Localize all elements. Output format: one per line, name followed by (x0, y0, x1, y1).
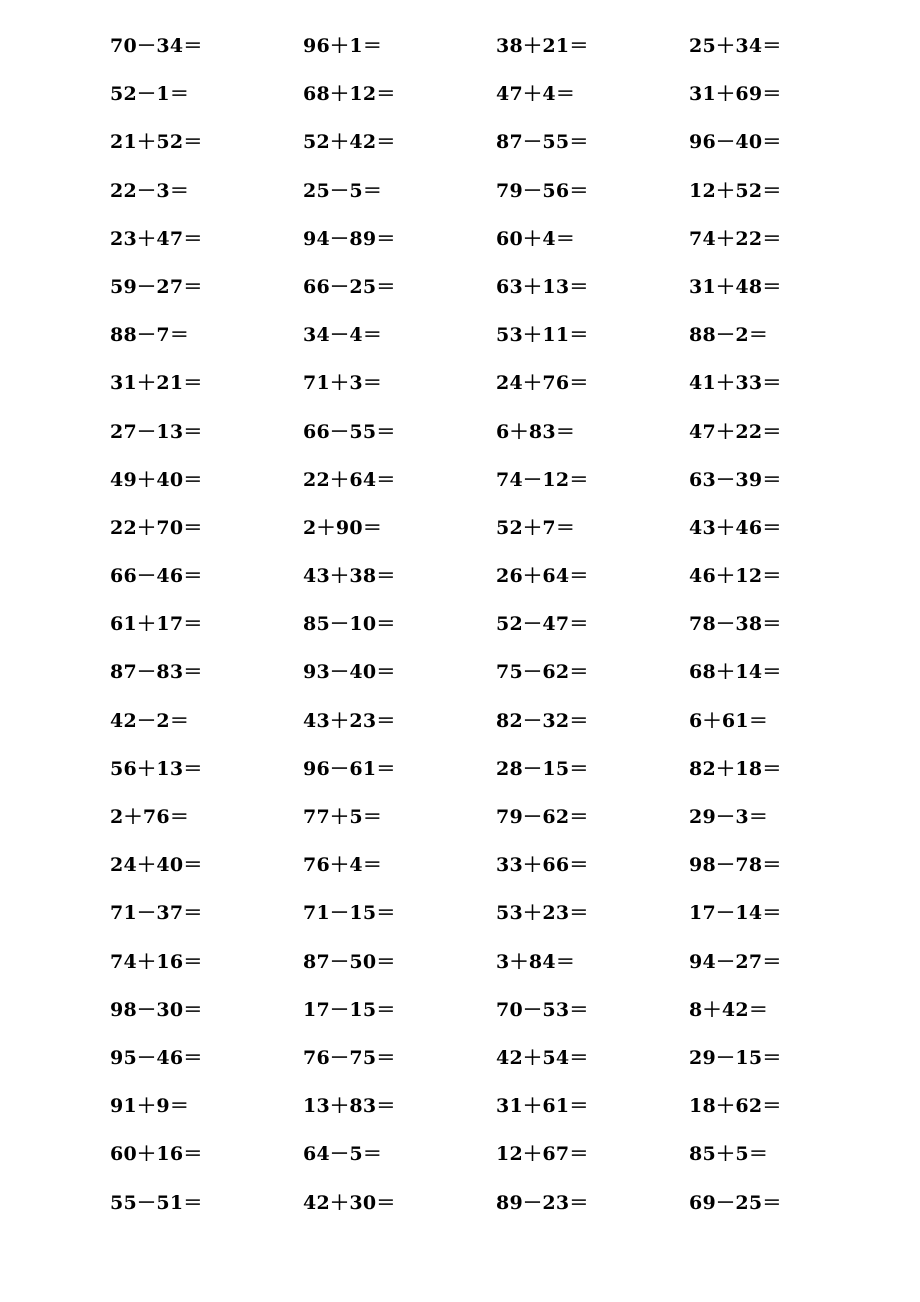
arithmetic-problem: 96＋1＝ (303, 35, 383, 57)
arithmetic-problem: 24＋40＝ (110, 854, 203, 877)
arithmetic-problem: 71＋3＝ (303, 372, 383, 395)
arithmetic-problem: 93－40＝ (303, 661, 396, 684)
arithmetic-problem: 98－30＝ (110, 998, 203, 1021)
arithmetic-problem: 6＋83＝ (496, 420, 576, 443)
arithmetic-problem: 96－40＝ (689, 131, 782, 154)
arithmetic-problem: 17－15＝ (303, 998, 396, 1021)
arithmetic-problem: 85＋5＝ (689, 1143, 769, 1166)
arithmetic-problem: 98－78＝ (689, 854, 782, 877)
arithmetic-problem: 66－46＝ (110, 565, 203, 588)
arithmetic-problem: 29－3＝ (689, 806, 769, 828)
arithmetic-problem: 74＋22＝ (689, 227, 782, 250)
arithmetic-problem: 47＋22＝ (689, 420, 782, 443)
arithmetic-problem: 43＋38＝ (303, 565, 396, 588)
arithmetic-problem: 13＋83＝ (303, 1095, 396, 1118)
arithmetic-problem: 64－5＝ (303, 1143, 383, 1166)
arithmetic-problem: 52＋42＝ (303, 131, 396, 154)
arithmetic-problem: 43＋23＝ (303, 709, 396, 732)
arithmetic-problem: 66－25＝ (303, 275, 396, 298)
arithmetic-problem: 59－27＝ (110, 275, 203, 298)
arithmetic-problem: 22＋70＝ (110, 516, 203, 539)
arithmetic-problem: 87－83＝ (110, 661, 203, 684)
arithmetic-problem: 78－38＝ (689, 613, 782, 636)
problem-grid (110, 30, 882, 1235)
arithmetic-problem: 49＋40＝ (110, 468, 203, 491)
arithmetic-problem: 82＋18＝ (689, 757, 782, 780)
arithmetic-problem: 22－3＝ (110, 179, 190, 202)
arithmetic-problem: 69－25＝ (689, 1191, 782, 1214)
arithmetic-problem: 96－61＝ (303, 757, 396, 780)
arithmetic-problem: 70－53＝ (496, 998, 589, 1021)
arithmetic-problem: 53＋11＝ (496, 324, 589, 347)
arithmetic-problem: 31＋48＝ (689, 275, 782, 298)
arithmetic-problem: 38＋21＝ (496, 35, 589, 57)
arithmetic-problem: 25＋34＝ (689, 35, 782, 57)
arithmetic-problem: 28－15＝ (496, 757, 589, 780)
arithmetic-problem: 77＋5＝ (303, 806, 383, 828)
arithmetic-problem: 68＋14＝ (689, 661, 782, 684)
arithmetic-problem: 87－55＝ (496, 131, 589, 154)
arithmetic-problem: 76－75＝ (303, 1046, 396, 1069)
arithmetic-problem: 17－14＝ (689, 902, 782, 925)
arithmetic-problem: 74＋16＝ (110, 950, 203, 973)
arithmetic-problem: 82－32＝ (496, 709, 589, 732)
arithmetic-problem: 31＋61＝ (496, 1095, 589, 1118)
arithmetic-problem: 31＋21＝ (110, 372, 203, 395)
arithmetic-problem: 27－13＝ (110, 420, 203, 443)
arithmetic-problem: 74－12＝ (496, 468, 589, 491)
arithmetic-problem: 88－2＝ (689, 324, 769, 347)
arithmetic-problem: 24＋76＝ (496, 372, 589, 395)
arithmetic-problem: 25－5＝ (303, 179, 383, 202)
arithmetic-problem: 29－15＝ (689, 1046, 782, 1069)
arithmetic-problem: 8＋42＝ (689, 998, 769, 1021)
arithmetic-problem: 12＋52＝ (689, 179, 782, 202)
arithmetic-problem: 47＋4＝ (496, 83, 576, 106)
arithmetic-problem: 88－7＝ (110, 324, 190, 347)
arithmetic-problem: 61＋17＝ (110, 613, 203, 636)
arithmetic-problem: 2＋76＝ (110, 806, 190, 828)
arithmetic-problem: 85－10＝ (303, 613, 396, 636)
arithmetic-problem: 63＋13＝ (496, 275, 589, 298)
arithmetic-problem: 60＋4＝ (496, 227, 576, 250)
arithmetic-problem: 43＋46＝ (689, 516, 782, 539)
arithmetic-problem: 71－15＝ (303, 902, 396, 925)
arithmetic-problem: 42＋30＝ (303, 1191, 396, 1214)
arithmetic-problem: 41＋33＝ (689, 372, 782, 395)
arithmetic-problem: 46＋12＝ (689, 565, 782, 588)
arithmetic-problem: 76＋4＝ (303, 854, 383, 877)
arithmetic-problem: 56＋13＝ (110, 757, 203, 780)
arithmetic-problem: 60＋16＝ (110, 1143, 203, 1166)
arithmetic-problem: 12＋67＝ (496, 1143, 589, 1166)
arithmetic-problem: 42－2＝ (110, 709, 190, 732)
arithmetic-problem: 52－47＝ (496, 613, 589, 636)
arithmetic-problem: 91＋9＝ (110, 1095, 190, 1118)
arithmetic-problem: 34－4＝ (303, 324, 383, 347)
arithmetic-problem: 70－34＝ (110, 35, 203, 57)
arithmetic-problem: 94－27＝ (689, 950, 782, 973)
arithmetic-problem: 94－89＝ (303, 227, 396, 250)
arithmetic-problem: 68＋12＝ (303, 83, 396, 106)
arithmetic-problem: 63－39＝ (689, 468, 782, 491)
arithmetic-problem: 23＋47＝ (110, 227, 203, 250)
arithmetic-problem: 3＋84＝ (496, 950, 576, 973)
arithmetic-problem: 87－50＝ (303, 950, 396, 973)
arithmetic-problem: 52－1＝ (110, 83, 190, 106)
arithmetic-problem: 89－23＝ (496, 1191, 589, 1214)
arithmetic-problem: 21＋52＝ (110, 131, 203, 154)
arithmetic-problem: 26＋64＝ (496, 565, 589, 588)
arithmetic-problem: 66－55＝ (303, 420, 396, 443)
arithmetic-problem: 6＋61＝ (689, 709, 769, 732)
arithmetic-problem: 31＋69＝ (689, 83, 782, 106)
arithmetic-problem: 18＋62＝ (689, 1095, 782, 1118)
arithmetic-problem: 55－51＝ (110, 1191, 203, 1214)
arithmetic-problem: 33＋66＝ (496, 854, 589, 877)
arithmetic-problem: 75－62＝ (496, 661, 589, 684)
arithmetic-problem: 53＋23＝ (496, 902, 589, 925)
arithmetic-problem: 79－56＝ (496, 179, 589, 202)
arithmetic-problem: 52＋7＝ (496, 516, 576, 539)
arithmetic-problem: 95－46＝ (110, 1046, 203, 1069)
arithmetic-problem: 2＋90＝ (303, 516, 383, 539)
arithmetic-problem: 79－62＝ (496, 806, 589, 828)
arithmetic-problem: 71－37＝ (110, 902, 203, 925)
arithmetic-problem: 42＋54＝ (496, 1046, 589, 1069)
arithmetic-problem: 22＋64＝ (303, 468, 396, 491)
